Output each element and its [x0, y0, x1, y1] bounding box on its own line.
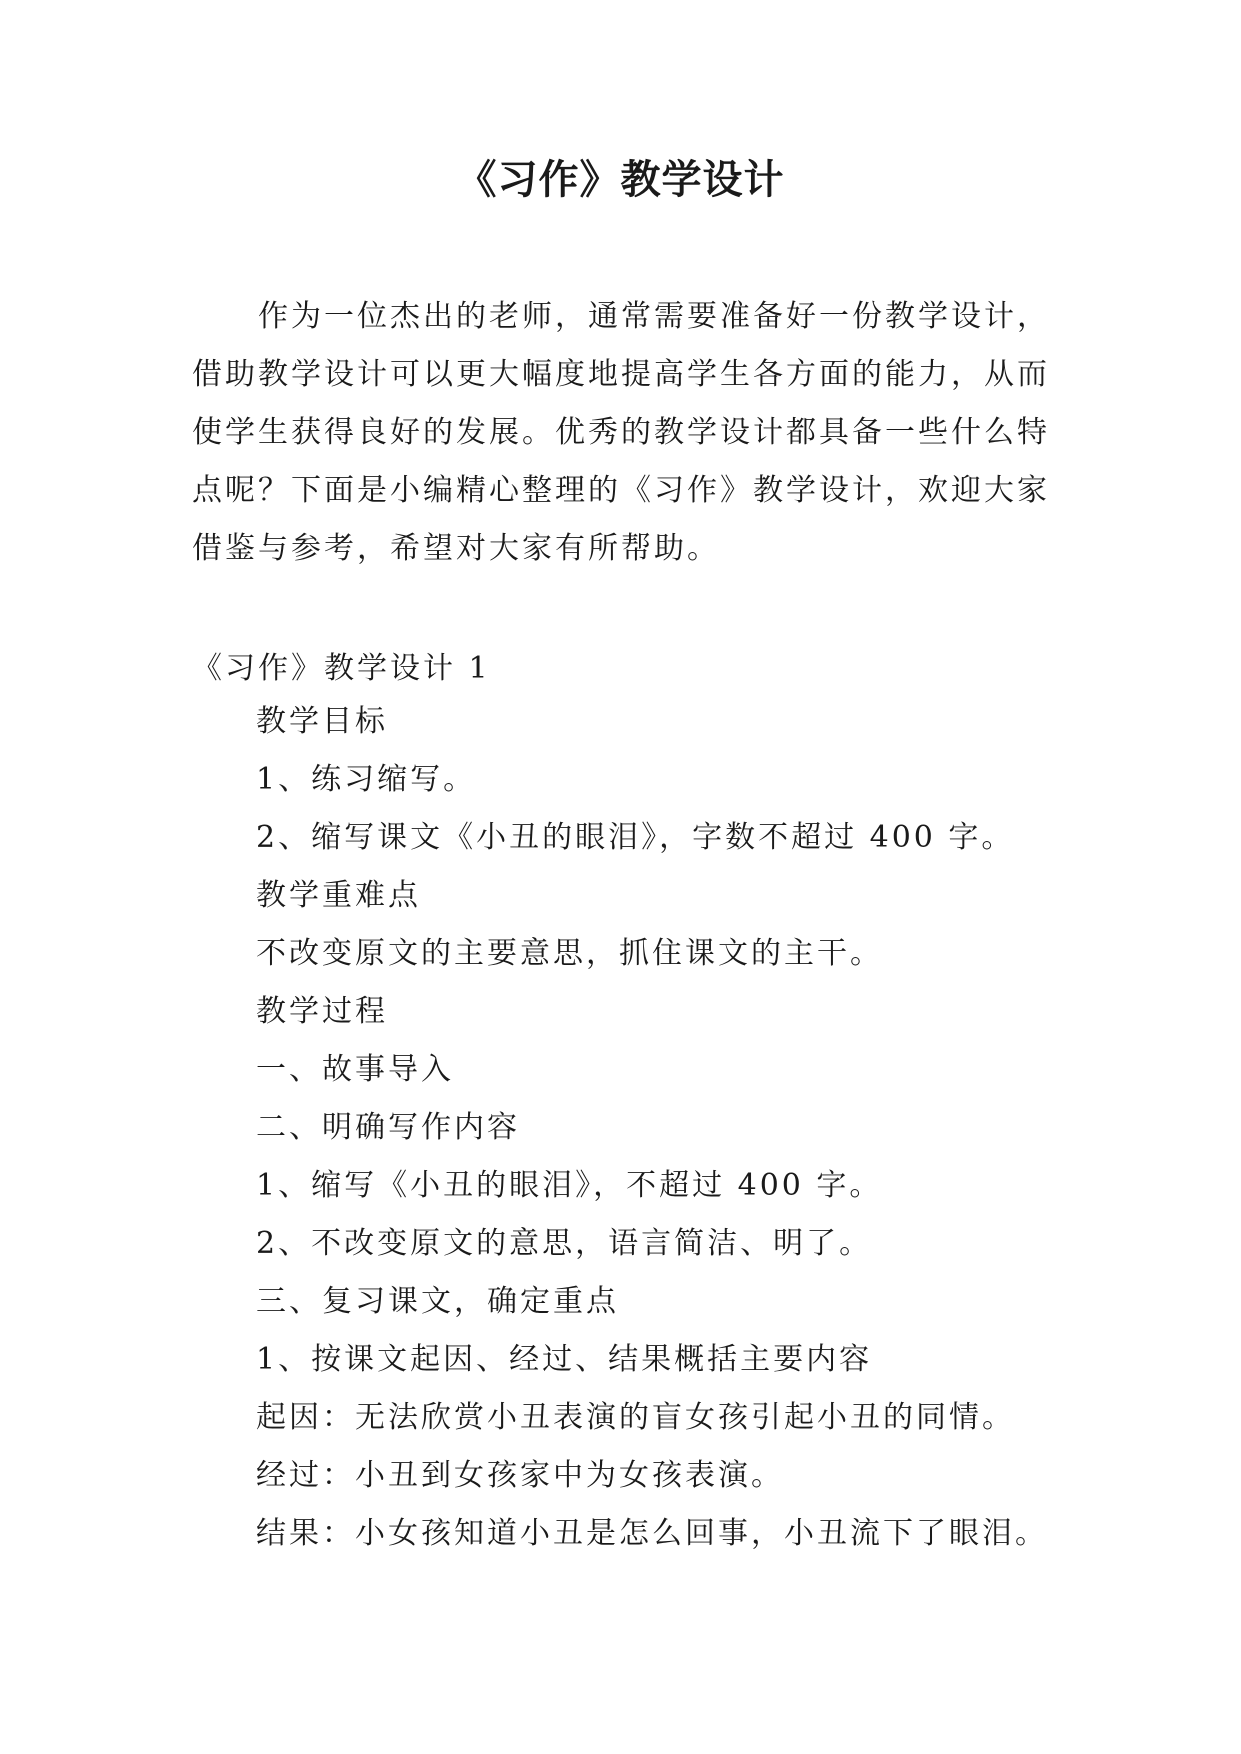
- body-lines: [256, 693, 1136, 1563]
- line-goal-1: 1、练习缩写。: [256, 762, 477, 797]
- line-process: 经过：小丑到女孩家中为女孩表演。: [256, 1458, 784, 1493]
- line-teaching-process: 教学过程: [256, 994, 388, 1029]
- line-teaching-goals: 教学目标: [256, 704, 388, 739]
- document-title: 《习作》教学设计: [456, 157, 785, 203]
- line-goal-2: 2、缩写课文《小丑的眼泪》，字数不超过 400 字。: [256, 820, 1015, 855]
- line-step-2-item-1: 1、缩写《小丑的眼泪》，不超过 400 字。: [256, 1168, 883, 1203]
- line-step-3-item-1: 1、按课文起因、经过、结果概括主要内容: [256, 1342, 873, 1377]
- line-key-points-text: 不改变原文的主要意思，抓住课文的主干。: [256, 936, 883, 971]
- line-step-2: 二、明确写作内容: [256, 1110, 520, 1145]
- line-result: 结果：小女孩知道小丑是怎么回事，小丑流下了眼泪。: [256, 1516, 1048, 1551]
- line-step-2-item-2: 2、不改变原文的意思，语言简洁、明了。: [256, 1226, 873, 1261]
- intro-paragraph: 作为一位杰出的老师，通常需要准备好一份教学设计，借助教学设计可以更大幅度地提高学生各方面的能力，从而使学生获得良好的发展。优秀的教学设计都具备一些什么特点呢？下面是小编精心整理的《习作》教学设计，欢迎大家借鉴与参考，希望对大家有所帮助。: [192, 299, 1050, 566]
- line-cause: 起因：无法欣赏小丑表演的盲女孩引起小丑的同情。: [256, 1400, 1015, 1435]
- line-key-points: 教学重难点: [256, 878, 421, 913]
- line-step-3: 三、复习课文，确定重点: [256, 1284, 619, 1319]
- section-heading: 《习作》教学设计 1: [192, 651, 491, 686]
- line-step-1: 一、故事导入: [256, 1052, 454, 1087]
